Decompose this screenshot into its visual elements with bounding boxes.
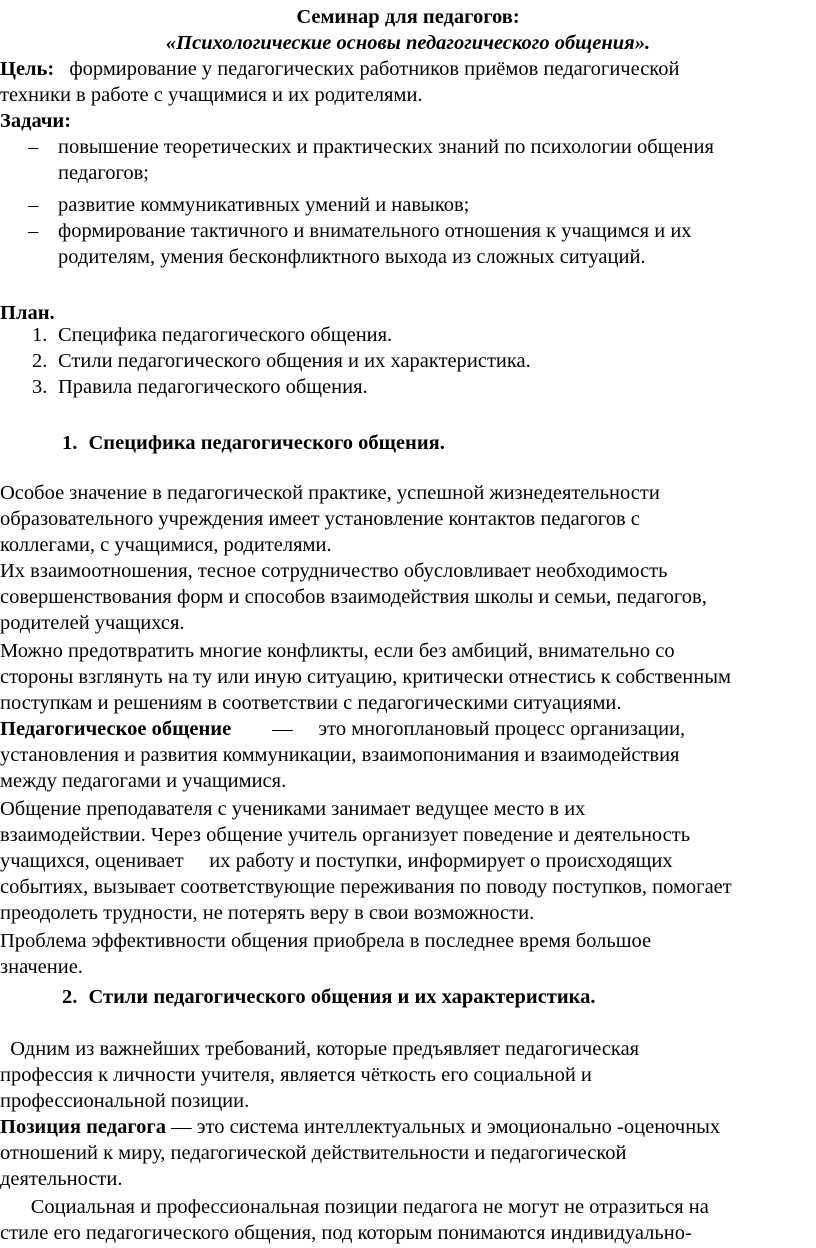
plan-item-3: Правила педагогического общения.: [58, 376, 368, 398]
section-1-title: Специфика педагогического общения.: [88, 432, 445, 454]
definition-1-term: Педагогическое общение: [0, 718, 232, 740]
paragraph-4-line-1: Общение преподавателя с учениками занимает ведущее место в их: [0, 798, 586, 820]
section-1-heading: [62, 430, 445, 456]
paragraph-1-line-2: образовательного учреждения имеет установление контактов педагогов с: [0, 508, 640, 530]
definition-2-line-3: деятельности.: [0, 1168, 123, 1190]
task-1-line-1: повышение теоретических и практических знаний по психологии общения: [58, 136, 714, 158]
task-3-line-1: формирование тактичного и внимательного отношения к учащимся и их: [58, 220, 692, 242]
plan-3-number: 3.: [32, 376, 48, 398]
goal-label: Цель:: [0, 58, 55, 80]
goal-text-2: техники в работе с учащимися и их родителями.: [0, 84, 423, 106]
paragraph-1-line-3: коллегами, с учащимися, родителями.: [0, 534, 332, 556]
goal-line-1: [0, 56, 679, 82]
paragraph-4-line-2: взаимодействии. Через общение учитель организует поведение и деятельность: [0, 824, 691, 846]
paragraph-4-line-4: событиях, вызывает соответствующие переживания по поводу поступков, помогает: [0, 876, 732, 898]
paragraph-2-line-3: родителей учащихся.: [0, 612, 185, 634]
section-2-title: Стили педагогического общения и их характеристика.: [88, 986, 596, 1008]
definition-2-line-2: отношений к миру, педагогической действительности и педагогической: [0, 1142, 627, 1164]
paragraph-3-line-2: стороны взглянуть на ту или иную ситуацию, критически отнестись к собственным: [0, 666, 731, 688]
plan-item-1: Специфика педагогического общения.: [58, 324, 393, 346]
tasks-label: Задачи:: [0, 110, 72, 132]
definition-1-line-3: между педагогами и учащимися.: [0, 770, 287, 792]
plan-label: План.: [0, 302, 55, 324]
definition-1-text: — это многоплановый процесс организации,: [231, 718, 686, 740]
paragraph-6-line-1: Одним из важнейших требований, которые предъявляет педагогическая: [0, 1038, 640, 1060]
paragraph-4-line-3: учащихся, оценивает их работу и поступки, информирует о происходящих: [0, 850, 673, 872]
paragraph-3-line-3: поступкам и решениям в соответствии с педагогическими ситуациями.: [0, 692, 622, 714]
section-2-number: 2.: [62, 986, 78, 1008]
list-bullet: –: [28, 220, 39, 242]
definition-2-text: — это система интеллектуальных и эмоционально -оценочных: [165, 1116, 721, 1138]
paragraph-1-line-1: Особое значение в педагогической практике, успешной жизнедеятельности: [0, 482, 660, 504]
plan-1-number: 1.: [32, 324, 48, 346]
paragraph-4-line-5: преодолеть трудности, не потерять веру в свои возможности.: [0, 902, 535, 924]
task-3-line-2: родителям, умения бесконфликтного выхода из сложных ситуаций.: [58, 246, 646, 268]
plan-2-number: 2.: [32, 350, 48, 372]
paragraph-3-line-1: Можно предотвратить многие конфликты, если без амбиций, внимательно со: [0, 640, 675, 662]
paragraph-6-line-3: профессиональной позиции.: [0, 1090, 250, 1112]
paragraph-5-line-1: Проблема эффективности общения приобрела в последнее время большое: [0, 930, 652, 952]
paragraph-2-line-2: совершенствования форм и способов взаимодействия школы и семьи, педагогов,: [0, 586, 707, 608]
document-title: Семинар для педагогов:: [296, 6, 520, 28]
paragraph-5-line-2: значение.: [0, 956, 83, 978]
document-subtitle: «Психологические основы педагогического общения».: [165, 32, 651, 54]
definition-1-line-1: [0, 716, 685, 742]
definition-2-line-1: [0, 1114, 720, 1140]
definition-2-term: Позиция педагога: [0, 1116, 166, 1138]
section-2-heading: [62, 984, 596, 1010]
paragraph-7-line-1: Социальная и профессиональная позиции педагога не могут не отразиться на: [0, 1196, 709, 1218]
plan-item-2: Стили педагогического общения и их характеристика.: [58, 350, 531, 372]
paragraph-6-line-2: профессия к личности учителя, является чёткость его социальной и: [0, 1064, 592, 1086]
goal-text-1: формирование у педагогических работников приёмов педагогической: [69, 58, 680, 80]
paragraph-7-line-2: стиле его педагогического общения, под которым понимаются индивидуально-: [0, 1222, 692, 1244]
section-1-number: 1.: [62, 432, 78, 454]
definition-1-line-2: установления и развития коммуникации, взаимопонимания и взаимодействия: [0, 744, 680, 766]
list-bullet: –: [28, 136, 39, 158]
task-1-line-2: педагогов;: [58, 162, 149, 184]
task-2-line-1: развитие коммуникативных умений и навыков;: [58, 194, 470, 216]
list-bullet: –: [28, 194, 39, 216]
paragraph-2-line-1: Их взаимоотношения, тесное сотрудничество обусловливает необходимость: [0, 560, 668, 582]
